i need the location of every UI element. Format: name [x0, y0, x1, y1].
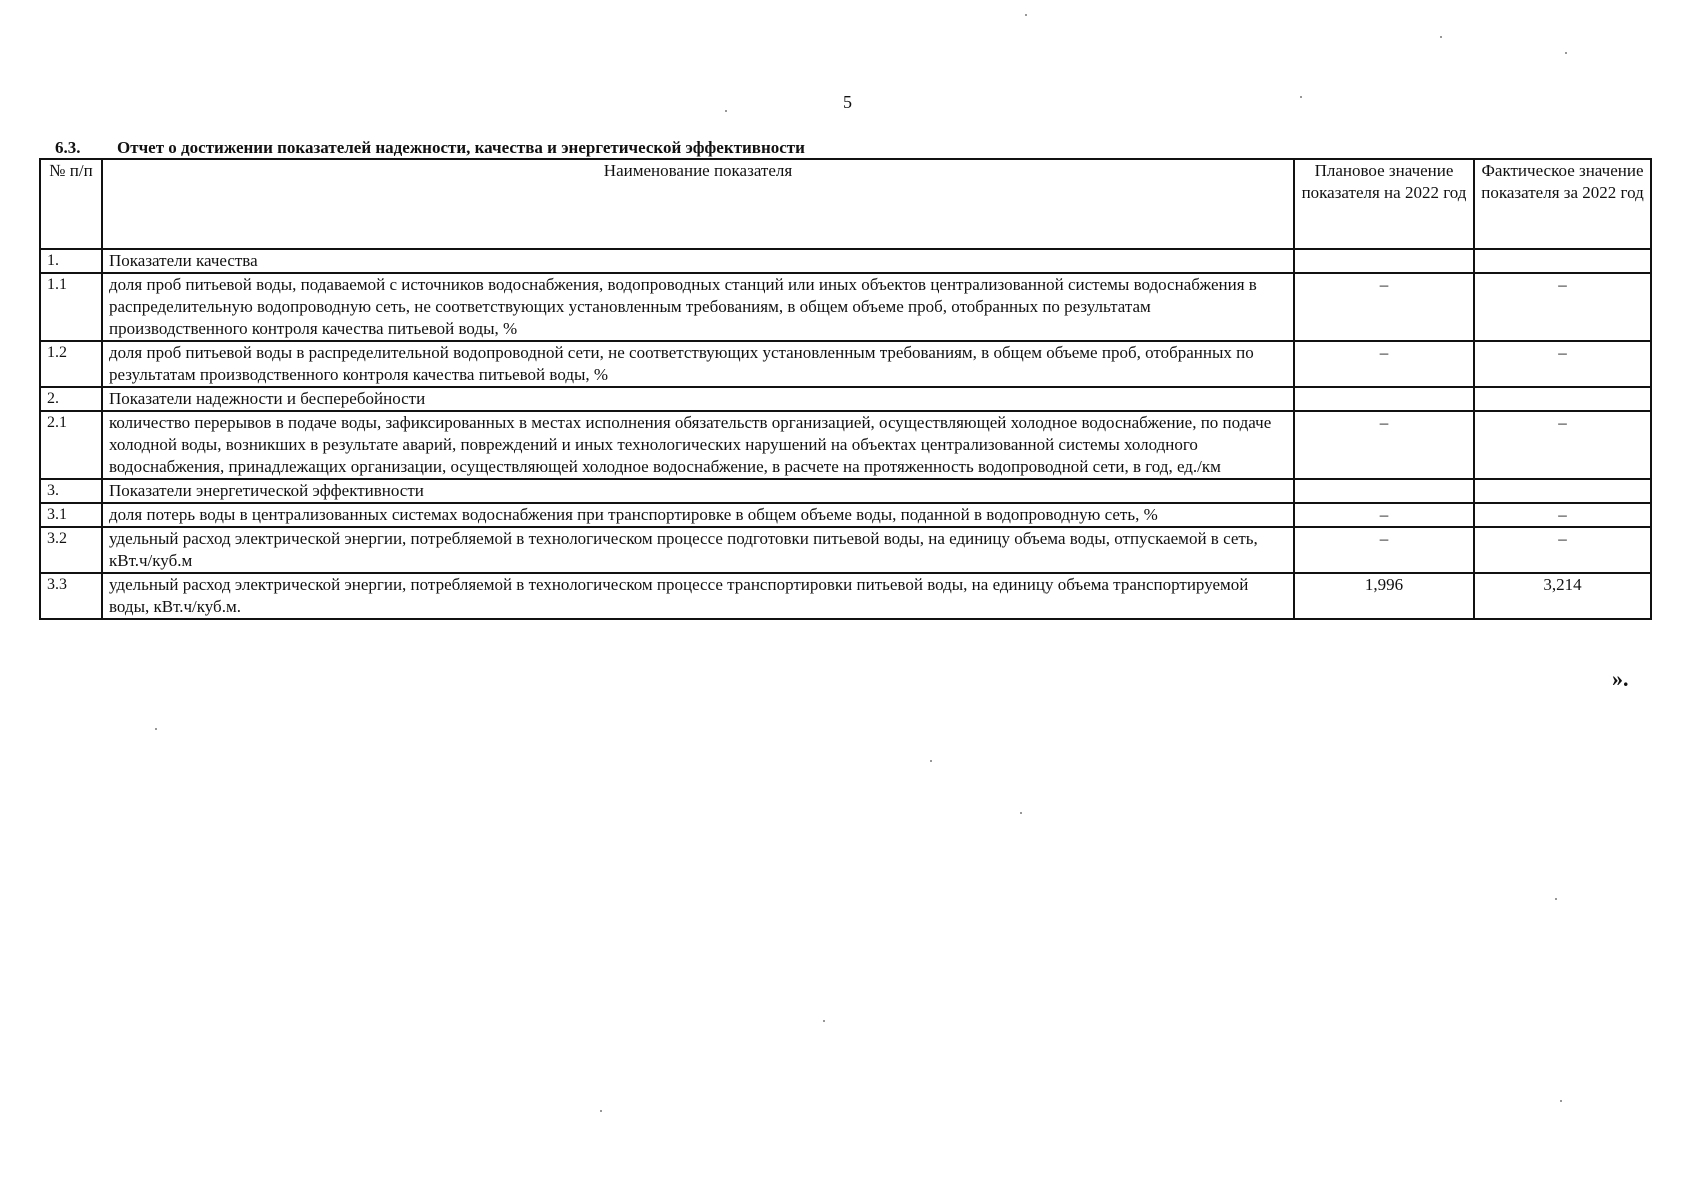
table-row — [40, 573, 1651, 619]
planned-value: – — [1294, 527, 1474, 573]
scan-speck — [930, 760, 932, 762]
group-name: Показатели качества — [102, 249, 1294, 273]
table-row — [40, 341, 1651, 387]
scan-speck — [1560, 1100, 1562, 1102]
section-title — [55, 138, 805, 158]
group-name: Показатели надежности и бесперебойности — [102, 387, 1294, 411]
indicator-name: доля проб питьевой воды в распределительной водопроводной сети, не соответствующих установленным требованиям, в общем объеме проб, отобранных по результатам производственного контроля качества питьевой воды, % — [102, 341, 1294, 387]
closing-quote-mark: ». — [1612, 666, 1629, 691]
scan-speck — [1565, 52, 1567, 54]
planned-value: – — [1294, 411, 1474, 479]
table-row — [40, 503, 1651, 527]
planned-value: – — [1294, 503, 1474, 527]
indicators-table — [39, 158, 1652, 620]
section-number: 6.3. — [55, 138, 81, 157]
table-row — [40, 411, 1651, 479]
row-number: 2.1 — [40, 411, 102, 479]
table-row — [40, 527, 1651, 573]
actual-value: – — [1474, 341, 1651, 387]
indicator-name: удельный расход электрической энергии, потребляемой в технологическом процессе подготовки питьевой воды, на единицу объема воды, отпускаемой в сеть, кВт.ч/куб.м — [102, 527, 1294, 573]
indicator-name: количество перерывов в подаче воды, зафиксированных в местах исполнения обязательств организацией, осуществляющей холодное водоснабжение, по подаче холодной воды, возникших в результате аварий, повреждений и иных технологических нарушений на объектах централизованной системы холодного водоснабжения, принадлежащих организации, осуществляющей холодное водоснабжение, в расчете на протяженность водопроводной сети, в год, ед./км — [102, 411, 1294, 479]
row-number: 3.1 — [40, 503, 102, 527]
scan-speck — [1300, 96, 1302, 98]
header-indicator-name: Наименование показателя — [102, 159, 1294, 249]
page-number: 5 — [843, 92, 852, 112]
table-row — [40, 273, 1651, 341]
header-actual-value: Фактическое значение показателя за 2022 год — [1474, 159, 1651, 249]
scan-speck — [1440, 36, 1442, 38]
scan-speck — [725, 110, 727, 112]
planned-value: 1,996 — [1294, 573, 1474, 619]
row-number: 3.3 — [40, 573, 102, 619]
actual-value: 3,214 — [1474, 573, 1651, 619]
row-number: 1.2 — [40, 341, 102, 387]
actual-value — [1474, 249, 1651, 273]
actual-value: – — [1474, 503, 1651, 527]
table-header-row — [40, 159, 1651, 249]
scan-speck — [1020, 812, 1022, 814]
planned-value: – — [1294, 273, 1474, 341]
actual-value — [1474, 387, 1651, 411]
indicator-name: доля потерь воды в централизованных системах водоснабжения при транспортировке в общем объеме воды, поданной в водопроводную сеть, % — [102, 503, 1294, 527]
scan-speck — [155, 728, 157, 730]
scan-speck — [1555, 898, 1557, 900]
planned-value — [1294, 249, 1474, 273]
scan-speck — [600, 1110, 602, 1112]
row-number: 1. — [40, 249, 102, 273]
group-name: Показатели энергетической эффективности — [102, 479, 1294, 503]
actual-value: – — [1474, 411, 1651, 479]
planned-value — [1294, 479, 1474, 503]
row-number: 3.2 — [40, 527, 102, 573]
table-row-group-reliability — [40, 387, 1651, 411]
indicator-name: удельный расход электрической энергии, потребляемой в технологическом процессе транспортировки питьевой воды, на единицу объема транспортируемой воды, кВт.ч/куб.м. — [102, 573, 1294, 619]
scan-speck — [823, 1020, 825, 1022]
row-number: 1.1 — [40, 273, 102, 341]
table-row-group-energy — [40, 479, 1651, 503]
row-number: 2. — [40, 387, 102, 411]
planned-value — [1294, 387, 1474, 411]
row-number: 3. — [40, 479, 102, 503]
actual-value: – — [1474, 527, 1651, 573]
actual-value — [1474, 479, 1651, 503]
table-row-group-quality — [40, 249, 1651, 273]
indicator-name: доля проб питьевой воды, подаваемой с источников водоснабжения, водопроводных станций или иных объектов централизованной системы водоснабжения в распределительную водопроводную сеть, не соответствующих установленным требованиям, в общем объеме проб, отобранных по результатам производственного контроля качества питьевой воды, % — [102, 273, 1294, 341]
planned-value: – — [1294, 341, 1474, 387]
actual-value: – — [1474, 273, 1651, 341]
header-planned-value: Плановое значение показателя на 2022 год — [1294, 159, 1474, 249]
scan-speck — [1025, 14, 1027, 16]
header-number: № п/п — [40, 159, 102, 249]
section-title-text: Отчет о достижении показателей надежности, качества и энергетической эффективности — [117, 138, 805, 157]
